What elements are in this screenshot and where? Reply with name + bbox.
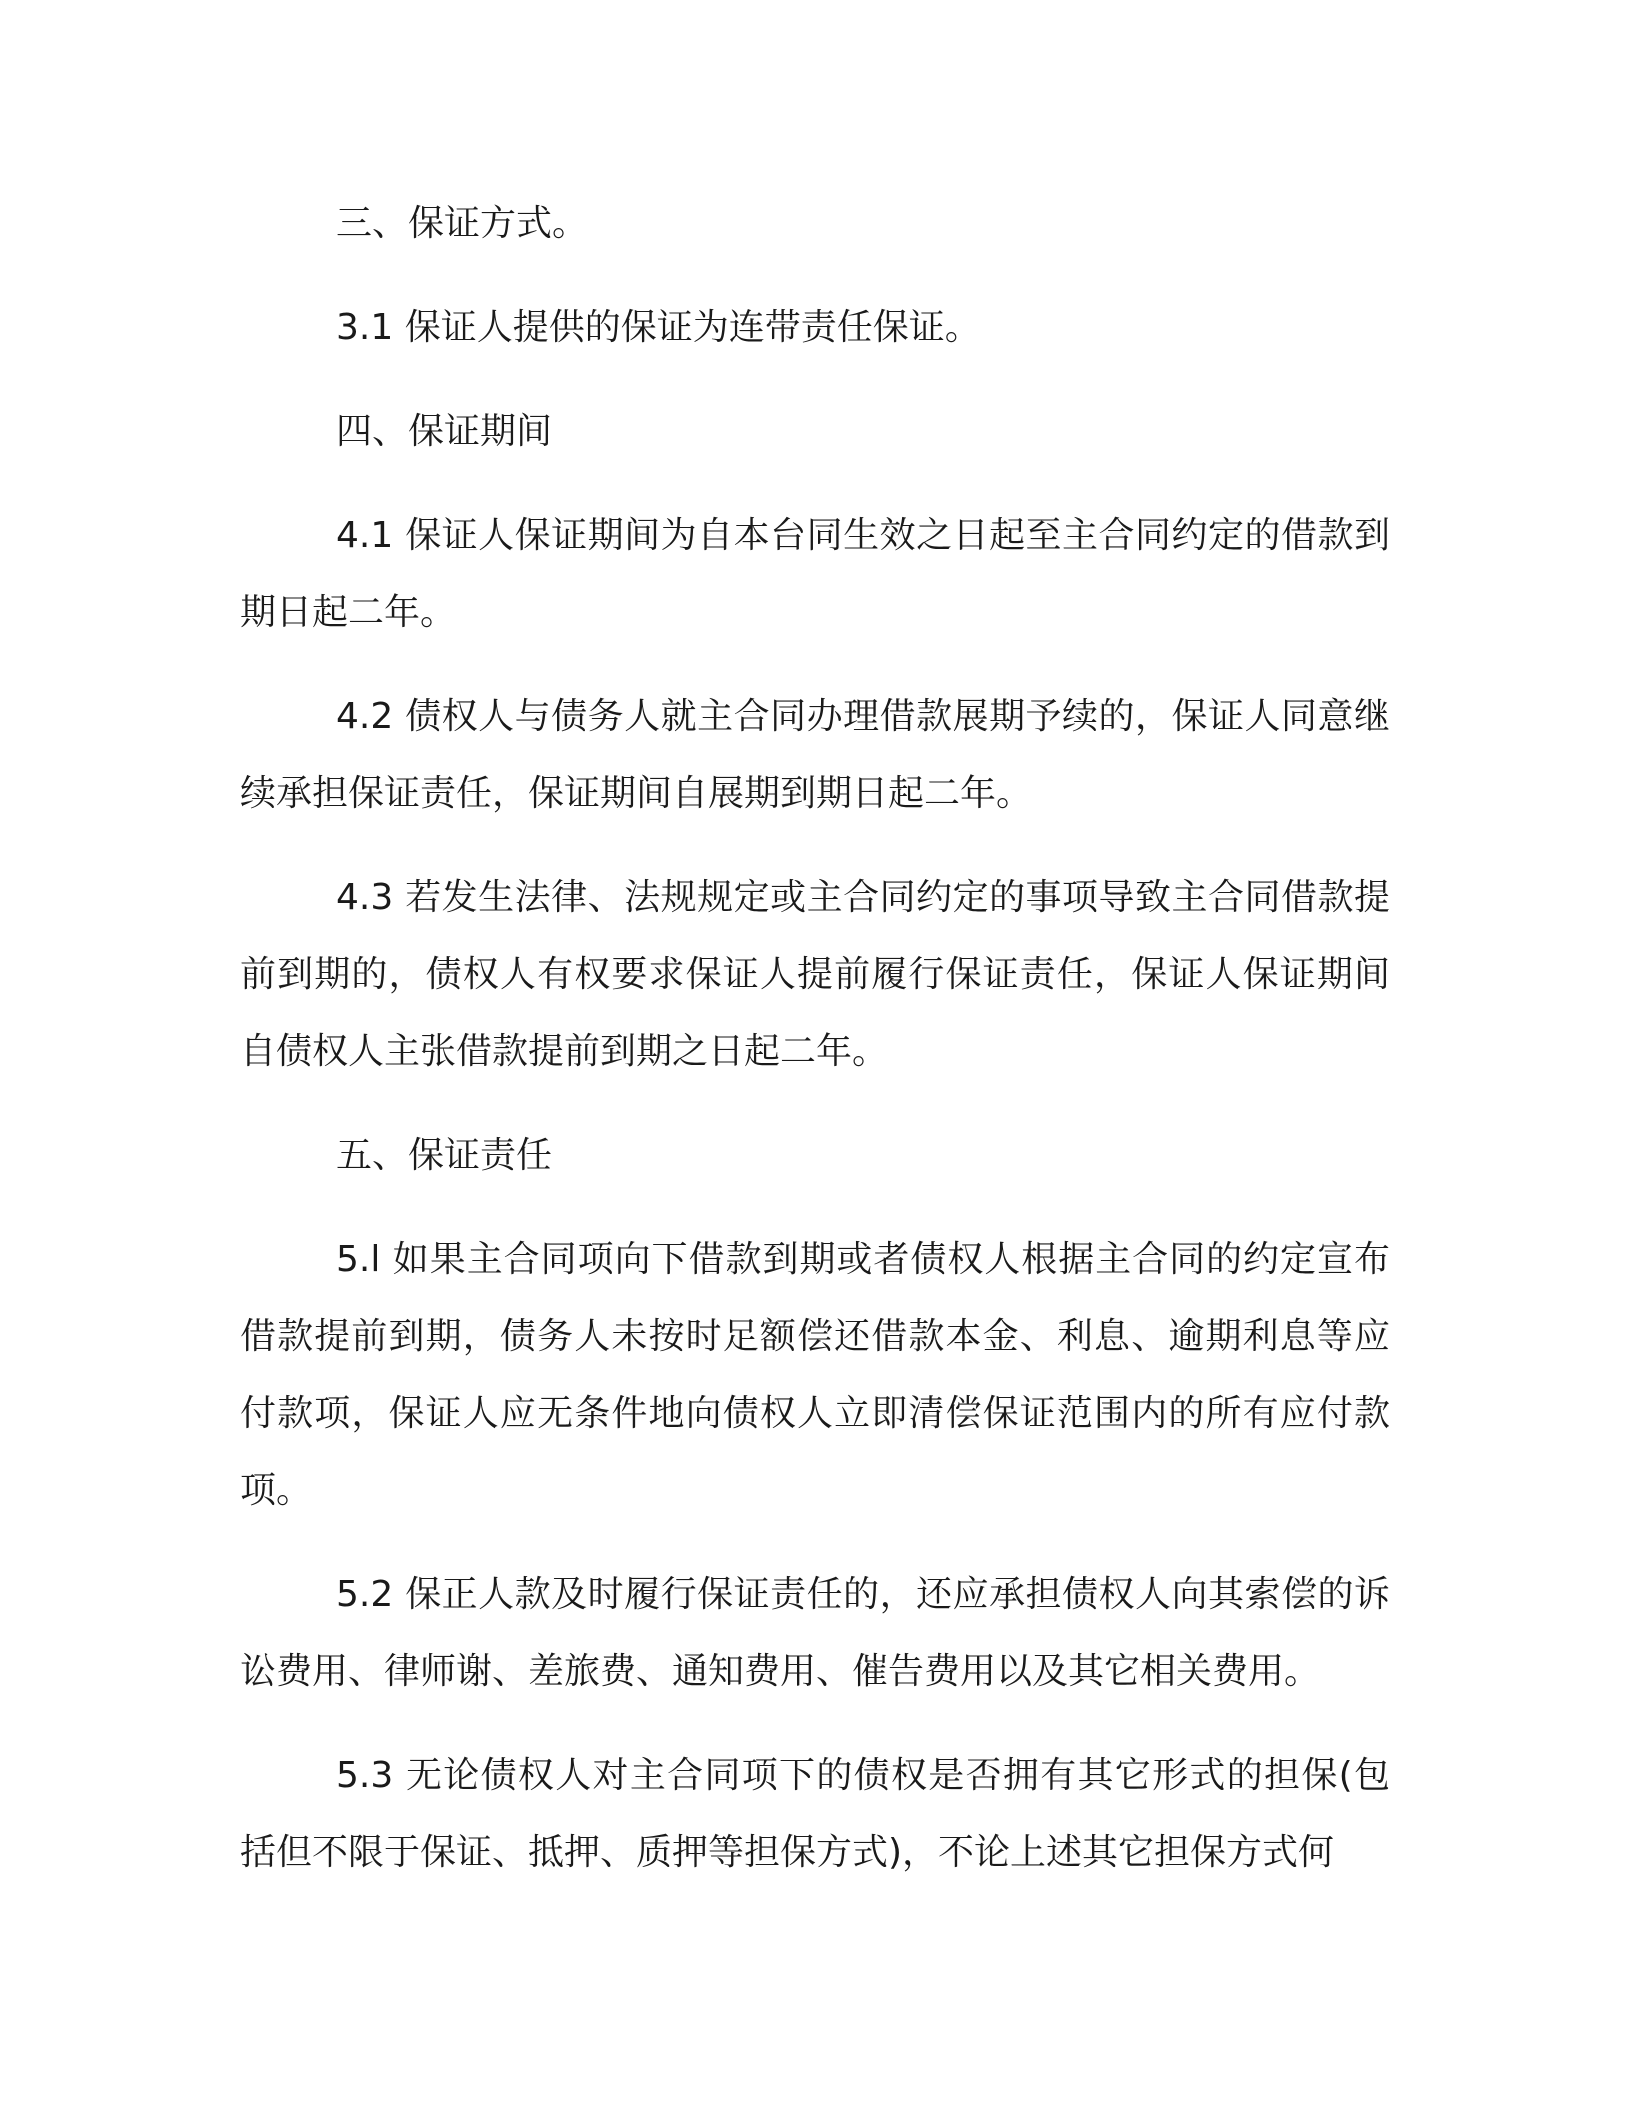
- clause-4-3: 4.3 若发生法律、法规规定或主合同约定的事项导致主合同借款提前到期的，债权人有权要求保证人提前履行保证责任，保证人保证期间自债权人主张借款提前到期之日起二年。: [240, 877, 1390, 1072]
- clause-4-1: 4.1 保证人保证期间为自本台同生效之日起至主合同约定的借款到期日起二年。: [240, 515, 1390, 633]
- clause-5-3: 5.3 无论债权人对主合同项下的债权是否拥有其它形式的担保(包括但不限于保证、抵押、质押等担保方式)，不论上述其它担保方式何: [240, 1755, 1390, 1873]
- clause-4-2: 4.2 债权人与债务人就主合同办理借款展期予续的，保证人同意继续承担保证责任，保证期间自展期到期日起二年。: [240, 696, 1390, 814]
- clause-5-2: 5.2 保正人款及时履行保证责任的，还应承担债权人向其索偿的诉讼费用、律师谢、差旅费、通知费用、催告费用以及其它相关费用。: [240, 1574, 1390, 1692]
- section-heading-guarantee-liability: 五、保证责任: [336, 1135, 553, 1176]
- section-heading-guarantee-method: 三、保证方式。: [336, 203, 589, 244]
- document-body: [240, 185, 1390, 1918]
- clause-5-1: 5.l 如果主合同项向下借款到期或者债权人根据主合同的约定宣布借款提前到期，债务人未按时足额偿还借款本金、利息、逾期利息等应付款项，保证人应无条件地向债权人立即清偿保证范围内的所有应付款项。: [240, 1239, 1390, 1511]
- clause-3-1: 3.1 保证人提供的保证为连带责任保证。: [336, 307, 981, 348]
- section-heading-guarantee-period: 四、保证期间: [336, 411, 553, 452]
